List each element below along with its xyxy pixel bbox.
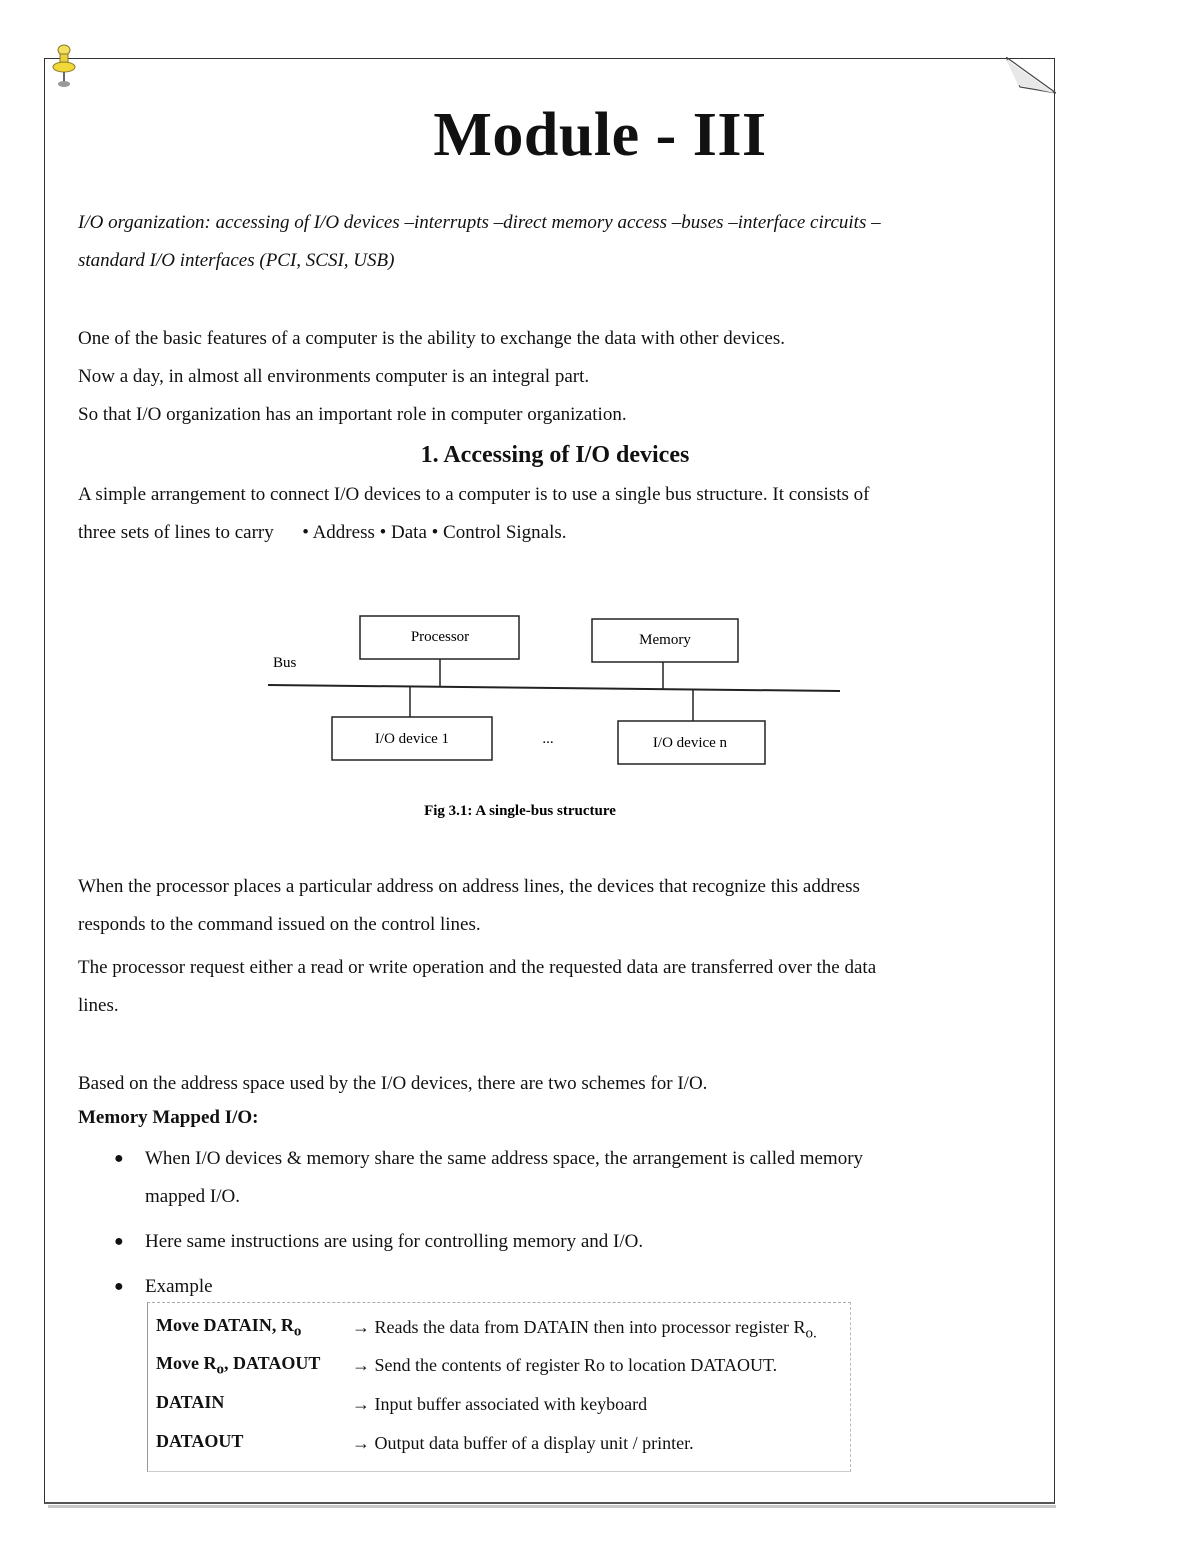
- page-shadow: [48, 1505, 1056, 1508]
- example-description: → Send the contents of register Ro to location DATAOUT.: [352, 1355, 778, 1375]
- bullet-1-line-1: When I/O devices & memory share the same address space, the arrangement is called memory: [145, 1148, 864, 1169]
- bus-label: Bus: [273, 655, 297, 671]
- intro-line-3: So that I/O organization has an important role in computer organization.: [78, 404, 627, 425]
- syllabus-line-2: standard I/O interfaces (PCI, SCSI, USB): [78, 250, 395, 271]
- bullet-icon: ●: [114, 1278, 124, 1295]
- table-row: [148, 1347, 848, 1385]
- list-item: [108, 1268, 998, 1306]
- section-line-2: three sets of lines to carry • Address • Data • Control Signals.: [78, 522, 567, 543]
- example-code: Move DATAIN, $R_o$: [156, 1315, 302, 1340]
- syllabus-text: [78, 204, 1028, 280]
- bullet-1-line-2: mapped I/O.: [145, 1186, 240, 1207]
- example-table: [147, 1302, 851, 1472]
- intro-line-2: Now a day, in almost all environments computer is an integral part.: [78, 366, 590, 387]
- example-description: → Reads the data from DATAIN then into processor register $R_{o.}$: [352, 1317, 817, 1342]
- memory-mapped-heading: Memory Mapped I/O:: [78, 1107, 259, 1128]
- page-title: Module - III: [433, 101, 767, 169]
- bullet-icon: ●: [114, 1150, 124, 1167]
- table-row: [148, 1309, 848, 1347]
- section-title: 1. Accessing of I/O devices: [420, 442, 690, 468]
- bullet-2-line-1: Here same instructions are using for controlling memory and I/O.: [145, 1231, 644, 1252]
- bullet-3-line-1: Example: [145, 1276, 213, 1297]
- processor-paragraph-2: [78, 949, 1023, 1025]
- bus-line: [268, 685, 840, 691]
- example-code: DATAOUT: [156, 1431, 244, 1451]
- schemes-intro: Based on the address space used by the I/O devices, there are two schemes for I/O.: [78, 1073, 708, 1094]
- processor-p1-line-2: responds to the command issued on the control lines.: [78, 914, 481, 935]
- list-item: [108, 1223, 998, 1261]
- memory-mapped-list: [108, 1140, 998, 1313]
- example-code: DATAIN: [156, 1392, 225, 1412]
- processor-p2-line-2: lines.: [78, 995, 119, 1016]
- processor-label: Processor: [410, 629, 470, 645]
- io-device-1-label: I/O device 1: [374, 731, 450, 747]
- intro-paragraph: [78, 320, 1023, 434]
- io-device-n-label: I/O device n: [652, 735, 728, 751]
- processor-paragraph-1: [78, 868, 1023, 944]
- section-paragraph: [78, 476, 1023, 552]
- figure-caption: Fig 3.1: A single-bus structure: [424, 803, 616, 819]
- single-bus-diagram: [260, 605, 860, 825]
- ellipsis-label: ...: [542, 731, 554, 747]
- processor-p2-line-1: The processor request either a read or write operation and the requested data are transferred over the data: [78, 957, 877, 978]
- bullet-icon: ●: [114, 1233, 124, 1250]
- table-row: [148, 1386, 848, 1424]
- table-row: [148, 1425, 848, 1463]
- intro-line-1: One of the basic features of a computer is the ability to exchange the data with other devices.: [78, 328, 785, 349]
- example-description: → Output data buffer of a display unit / printer.: [352, 1433, 694, 1453]
- example-description: → Input buffer associated with keyboard: [352, 1394, 648, 1414]
- processor-p1-line-1: When the processor places a particular address on address lines, the devices that recognize this address: [78, 876, 860, 897]
- pushpin-icon: [50, 42, 78, 88]
- memory-label: Memory: [639, 632, 691, 648]
- section-line-1: A simple arrangement to connect I/O devices to a computer is to use a single bus structure. It consists of: [78, 484, 870, 505]
- example-code: Move $R_o$, DATAOUT: [156, 1353, 321, 1378]
- list-item: [108, 1140, 998, 1216]
- page-fold-icon: [1006, 57, 1056, 97]
- syllabus-line-1: I/O organization: accessing of I/O devices –interrupts –direct memory access –buses –interface circuits –: [78, 212, 881, 233]
